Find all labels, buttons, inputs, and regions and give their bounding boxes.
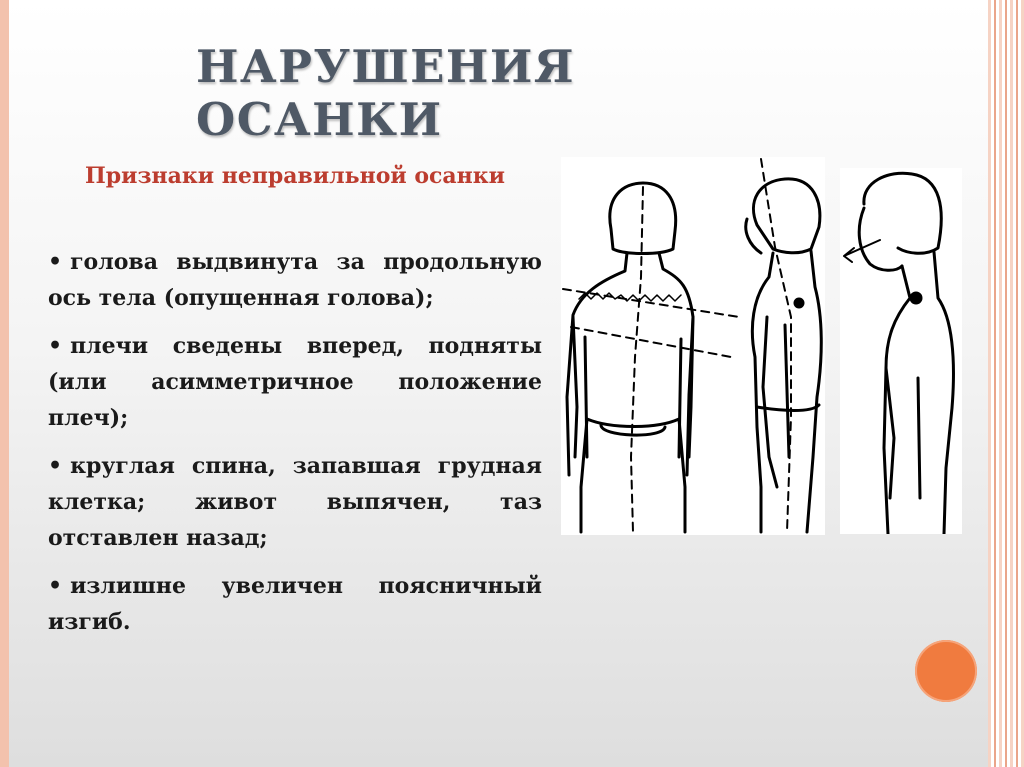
- bullet-list: [48, 244, 542, 652]
- side-view-marker: [795, 299, 803, 307]
- head-forward-arm: [886, 368, 920, 498]
- bullet-marker: •: [48, 249, 63, 275]
- hip-tilt-line: [571, 327, 731, 357]
- bullet-item: [48, 448, 542, 556]
- head-forward-marker: [911, 293, 921, 303]
- bullet-text: излишне увеличен поясничный изгиб.: [48, 573, 542, 635]
- side-view-head: [753, 179, 819, 253]
- side-view-face: [746, 219, 761, 253]
- bullet-text: круглая спина, запавшая грудная клетка; живот выпячен, таз отставлен назад;: [48, 453, 542, 551]
- bullet-marker: •: [48, 453, 63, 479]
- bullet-item: [48, 568, 542, 640]
- spine-guide-line: [631, 187, 643, 532]
- bullet-marker: •: [48, 333, 63, 359]
- bullet-item: [48, 328, 542, 436]
- bullet-item: [48, 244, 542, 316]
- bullet-text: голова выдвинута за продольную ось тела (опущенная голова);: [48, 249, 542, 311]
- head-forward-face: [859, 208, 902, 270]
- bullet-text: плечи сведены вперед, подняты (или асимметричное положение плеч);: [48, 333, 542, 431]
- slide-subtitle: Признаки неправильной осанки: [84, 163, 505, 189]
- slide-title: НАРУШЕНИЯ ОСАНКИ: [196, 40, 576, 146]
- decorative-orange-circle: [915, 640, 977, 702]
- posture-illustration-back-and-side: [561, 157, 825, 535]
- right-frame-stripes: [988, 0, 1024, 767]
- side-view-arm: [763, 317, 789, 487]
- bullet-marker: •: [48, 573, 63, 599]
- left-frame-stripe: [0, 0, 9, 767]
- posture-illustration-head-forward: [840, 168, 962, 534]
